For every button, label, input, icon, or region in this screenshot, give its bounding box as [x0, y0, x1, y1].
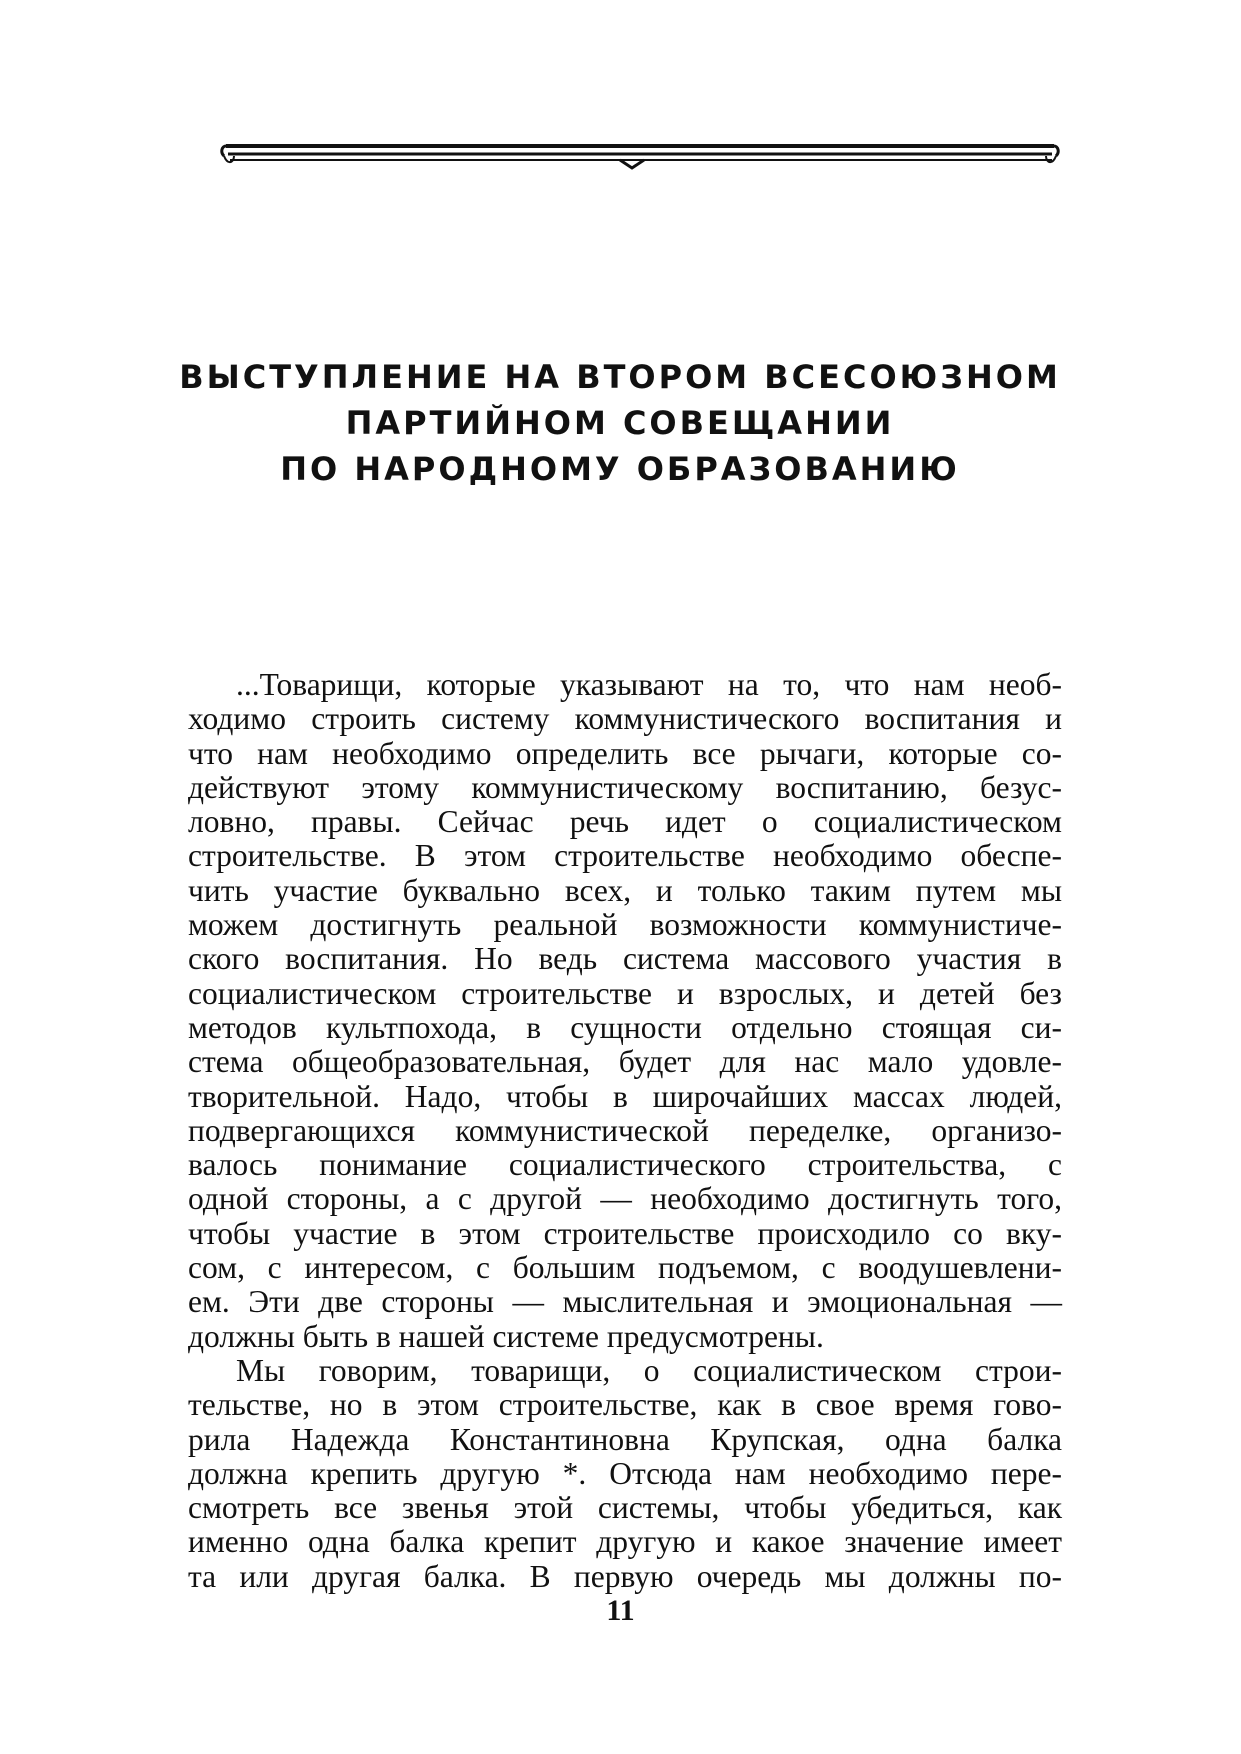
- title-line-2: ПАРТИЙНОМ СОВЕЩАНИИ: [345, 404, 895, 442]
- text-line: ...Товарищи, которые указывают на то, что нам необ-: [236, 667, 1062, 702]
- text-line: можем достигнуть реальной возможности коммунистиче-: [188, 907, 1062, 943]
- page-number: 11: [606, 1594, 635, 1627]
- text-line: тельстве, но в этом строительстве, как в свое время гово-: [188, 1387, 1062, 1423]
- text-line: строительстве. В этом строительстве необходимо обеспе-: [188, 838, 1062, 874]
- body-text: [188, 668, 1062, 1594]
- text-line: что нам необходимо определить все рычаги, которые со-: [188, 735, 1062, 771]
- text-line: социалистическом строительстве и взрослых, и детей без: [188, 975, 1062, 1011]
- text-line: валось понимание социалистического строительства, с: [188, 1147, 1062, 1183]
- text-line: Мы говорим, товарищи, о социалистическом строи-: [236, 1352, 1062, 1388]
- header-ornament-rule: [220, 142, 1060, 182]
- text-line: чить участие буквально всех, и только таким путем мы: [188, 872, 1062, 908]
- text-line: действуют этому коммунистическому воспитанию, безус-: [188, 769, 1062, 805]
- paragraph-1: [188, 668, 1062, 1354]
- text-line: ем. Эти две стороны — мыслительная и эмоциональная —: [188, 1284, 1062, 1320]
- text-line: рила Надежда Константиновна Крупская, одна балка: [188, 1421, 1062, 1457]
- text-line: должна крепить другую *. Отсюда нам необходимо пере-: [188, 1455, 1062, 1491]
- text-line: ского воспитания. Но ведь система массового участия в: [188, 941, 1062, 977]
- text-line: чтобы участие в этом строительстве происходило со вку-: [188, 1215, 1062, 1251]
- text-line: подвергающихся коммунистической переделке, организо-: [188, 1112, 1062, 1148]
- text-line: творительной. Надо, чтобы в широчайших массах людей,: [188, 1078, 1062, 1114]
- document-title: [140, 354, 1100, 492]
- text-line: ходимо строить систему коммунистического воспитания и: [188, 701, 1062, 737]
- text-line: методов культпохода, в сущности отдельно стоящая си-: [188, 1009, 1062, 1045]
- text-line: стема общеобразовательная, будет для нас мало удовле-: [188, 1044, 1062, 1080]
- text-line: смотреть все звенья этой системы, чтобы убедиться, как: [188, 1490, 1062, 1526]
- text-line: одной стороны, а с другой — необходимо достигнуть того,: [188, 1181, 1062, 1217]
- title-line-1: ВЫСТУПЛЕНИЕ НА ВТОРОМ ВСЕСОЮЗНОМ: [179, 358, 1061, 396]
- text-line: та или другая балка. В первую очередь мы должны по-: [188, 1558, 1062, 1594]
- paragraph-2: [188, 1354, 1062, 1594]
- text-line: ловно, правы. Сейчас речь идет о социалистическом: [188, 804, 1062, 840]
- title-line-3: ПО НАРОДНОМУ ОБРАЗОВАНИЮ: [280, 450, 960, 488]
- text-line: сом, с интересом, с большим подъемом, с воодушевлени-: [188, 1250, 1062, 1286]
- text-line: именно одна балка крепит другую и какое значение имеет: [188, 1524, 1062, 1560]
- text-line: должны быть в нашей системе предусмотрены.: [188, 1318, 824, 1354]
